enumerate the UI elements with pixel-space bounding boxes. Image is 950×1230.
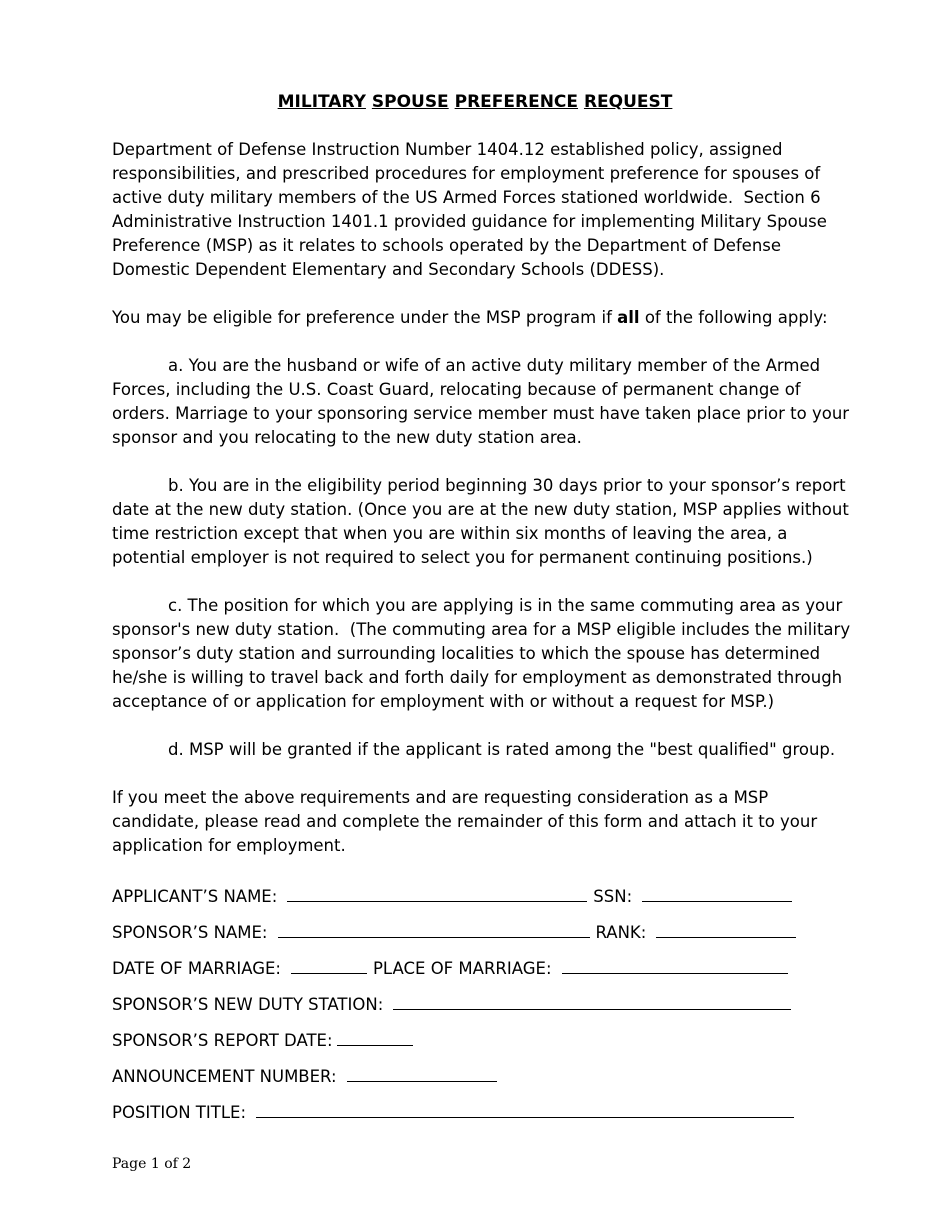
report-date-field[interactable] (337, 1027, 413, 1046)
title-word: MILITARY (277, 92, 366, 112)
position-title-label: POSITION TITLE: (112, 1103, 246, 1122)
form-body (112, 138, 856, 858)
eligibility-item-b: b. You are in the eligibility period beginning 30 days prior to your sponsor’s report date at the new duty station. (Once you are at the new duty station, MSP applies without time restriction except that when you are within six months of leaving the area, a potential employer is not required to select you for permanent continuing positions.) (112, 476, 855, 567)
row-duty-station (112, 991, 852, 1027)
form-fields (112, 883, 852, 1135)
place-of-marriage-field[interactable] (562, 955, 788, 974)
applicant-name-label: APPLICANT’S NAME: (112, 887, 278, 906)
row-position-title (112, 1099, 852, 1135)
announcement-number-field[interactable] (347, 1063, 497, 1082)
eligibility-item-c: c. The position for which you are applying is in the same commuting area as your sponsor's new duty station. (The commuting area for a MSP eligible includes the military sponsor’s duty station and surrounding localities to which the spouse has determined he/she is willing to travel back and forth daily for employment as demonstrated through acceptance of or application for employment with or without a request for MSP.) (112, 596, 856, 711)
new-duty-station-field[interactable] (393, 991, 791, 1010)
date-of-marriage-field[interactable] (291, 955, 367, 974)
report-date-label: SPONSOR’S REPORT DATE: (112, 1031, 333, 1050)
title-word: SPOUSE (371, 92, 449, 112)
place-of-marriage-label: PLACE OF MARRIAGE: (372, 959, 552, 978)
applicant-name-field[interactable] (287, 883, 587, 902)
eligibility-text-after: of the following apply: (639, 308, 828, 327)
date-of-marriage-label: DATE OF MARRIAGE: (112, 959, 281, 978)
rank-field[interactable] (656, 919, 796, 938)
title-word: PREFERENCE (454, 92, 579, 112)
page-number: Page 1 of 2 (112, 1156, 192, 1172)
eligibility-statement (112, 306, 852, 330)
eligibility-item-d: d. MSP will be granted if the applicant is rated among the "best qualified" group. (168, 740, 836, 759)
announcement-number-label: ANNOUNCEMENT NUMBER: (112, 1067, 337, 1086)
ssn-field[interactable] (642, 883, 792, 902)
eligibility-emphasis: all (617, 308, 640, 327)
position-title-field[interactable] (256, 1099, 794, 1118)
intro-paragraph: Department of Defense Instruction Number 1404.12 established policy, assigned responsibilities, and prescribed procedures for employment preference for spouses of active duty military members of the US Armed Forces stationed worldwide. Section 6 Administrative Instruction 1401.1 provided guidance for implementing Military Spouse Preference (MSP) as it relates to schools operated by the Department of Defense Domestic Dependent Elementary and Secondary Schools (DDESS). (112, 140, 833, 279)
title-word: REQUEST (583, 92, 673, 112)
sponsor-name-label: SPONSOR’S NAME: (112, 923, 268, 942)
row-report-date (112, 1027, 852, 1063)
form-title (0, 90, 950, 114)
row-applicant (112, 883, 852, 919)
eligibility-item-a: a. You are the husband or wife of an active duty military member of the Armed Forces, including the U.S. Coast Guard, relocating because of permanent change of orders. Marriage to your sponsoring service member must have taken place prior to your sponsor and you relocating to the new duty station area. (112, 356, 855, 447)
row-sponsor (112, 919, 852, 955)
row-announcement (112, 1063, 852, 1099)
eligibility-text-before: You may be eligible for preference under the MSP program if (112, 308, 618, 327)
closing-paragraph: If you meet the above requirements and are requesting consideration as a MSP candidate, please read and complete the remainder of this form and attach it to your application for employment. (112, 788, 823, 855)
sponsor-name-field[interactable] (278, 919, 590, 938)
row-marriage (112, 955, 852, 991)
rank-label: RANK: (595, 923, 647, 942)
new-duty-station-label: SPONSOR’S NEW DUTY STATION: (112, 995, 384, 1014)
ssn-label: SSN: (593, 887, 633, 906)
